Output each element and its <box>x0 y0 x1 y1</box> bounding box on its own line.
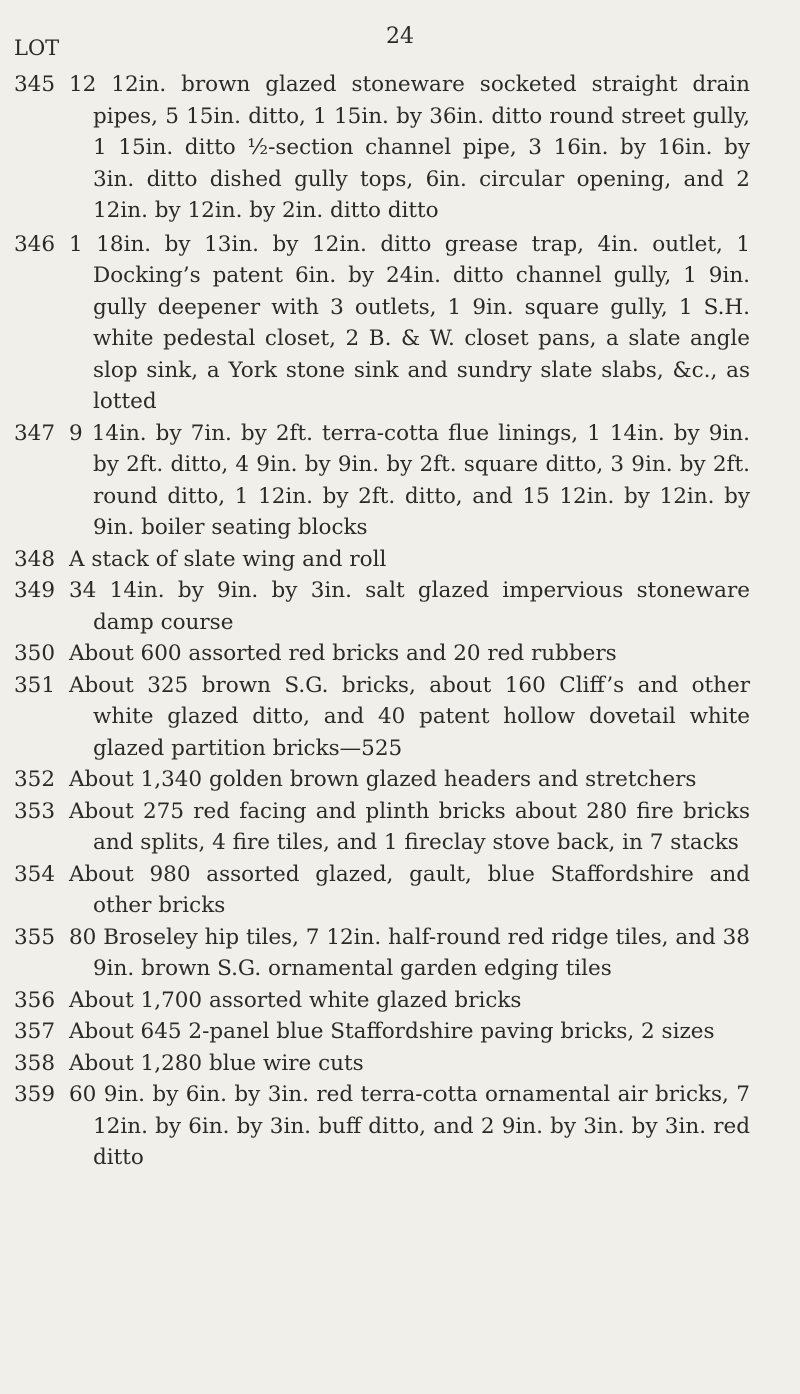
lot-number: 359 <box>14 1082 56 1107</box>
lot-number: 351 <box>14 672 56 698</box>
lot-number: 349 <box>14 578 56 603</box>
lot-description: A stack of slate wing and roll <box>69 546 387 572</box>
lot-entry-349 <box>0 575 800 638</box>
lot-entry-356 <box>0 985 800 1017</box>
lot-entry-355 <box>0 922 800 985</box>
lot-description: About 645 2-panel blue Staffordshire paving bricks, 2 sizes <box>69 1019 715 1044</box>
lot-description: About 980 assorted glazed, gault, blue Staffordshire and other bricks <box>69 861 750 918</box>
lot-number: 345 <box>14 72 56 97</box>
lot-entry-353 <box>0 796 800 859</box>
lot-description: 34 14in. by 9in. by 3in. salt glazed impervious stoneware damp course <box>69 578 750 635</box>
page-number: 24 <box>386 24 414 49</box>
lot-description: About 275 red facing and plinth bricks about 280 fire bricks and splits, 4 fire tiles, and 1 fireclay stove back, in 7 stacks <box>69 798 750 855</box>
lot-number: 348 <box>14 546 56 572</box>
lot-entry-350 <box>0 638 800 670</box>
lot-number: 358 <box>14 1050 56 1076</box>
lot-description: About 600 assorted red bricks and 20 red rubbers <box>69 641 617 666</box>
lot-entry-345 <box>0 69 800 227</box>
lot-number: 353 <box>14 798 56 824</box>
lot-description: About 1,340 golden brown glazed headers and stretchers <box>69 767 697 792</box>
lot-entry-352 <box>0 764 800 796</box>
lot-number: 355 <box>14 924 56 950</box>
lot-entry-347 <box>0 418 800 544</box>
lot-entry-351 <box>0 670 800 765</box>
lot-number: 350 <box>14 641 56 666</box>
lot-column-header: LOT <box>14 36 60 60</box>
lot-description: About 1,280 blue wire cuts <box>69 1050 364 1076</box>
lot-number: 346 <box>14 231 56 257</box>
lot-entry-358 <box>0 1048 800 1080</box>
lot-entry-354 <box>0 859 800 922</box>
lot-number: 356 <box>14 987 56 1013</box>
lot-entry-346 <box>0 229 800 418</box>
lot-description: 12 12in. brown glazed stoneware socketed straight drain pipes, 5 15in. ditto, 1 15in. by 36in. ditto round street gully, 1 15in. ditto ½-section channel pipe, 3 16in. by 16in. by 3in. ditto dished gully tops, 6in. circular opening, and 2 12in. by 12in. by 2in. ditto ditto <box>69 72 750 223</box>
lot-description: 80 Broseley hip tiles, 7 12in. half-round red ridge tiles, and 38 9in. brown S.G. ornamental garden edging tiles <box>69 924 750 981</box>
lot-description: 1 18in. by 13in. by 12in. ditto grease trap, 4in. outlet, 1 Docking’s patent 6in. by 24in. ditto channel gully, 1 9in. gully deepener with 3 outlets, 1 9in. square gully, 1 S.H. white pedestal closet, 2 B. & W. closet pans, a slate angle slop sink, a York stone sink and sundry slate slabs, &c., as lotted <box>69 231 750 414</box>
lot-number: 352 <box>14 767 56 792</box>
lot-entry-348 <box>0 544 800 576</box>
lot-entry-359 <box>0 1079 800 1174</box>
lot-description: 60 9in. by 6in. by 3in. red terra-cotta ornamental air bricks, 7 12in. by 6in. by 3in. buff ditto, and 2 9in. by 3in. by 3in. red ditto <box>69 1082 750 1170</box>
lot-number: 354 <box>14 861 56 887</box>
lot-description: About 1,700 assorted white glazed bricks <box>69 987 522 1013</box>
lot-entry-357 <box>0 1016 800 1048</box>
lot-number: 347 <box>14 420 56 446</box>
lot-description: 9 14in. by 7in. by 2ft. terra-cotta flue linings, 1 14in. by 9in. by 2ft. ditto, 4 9in. by 9in. by 2ft. square ditto, 3 9in. by 2ft. round ditto, 1 12in. by 2ft. ditto, and 15 12in. by 12in. by 9in. boiler seating blocks <box>69 420 750 540</box>
lot-number: 357 <box>14 1019 56 1044</box>
lot-description: About 325 brown S.G. bricks, about 160 Cliff’s and other white glazed ditto, and 40 patent hollow dovetail white glazed partition bricks—525 <box>69 672 750 761</box>
lot-list <box>0 69 800 1174</box>
